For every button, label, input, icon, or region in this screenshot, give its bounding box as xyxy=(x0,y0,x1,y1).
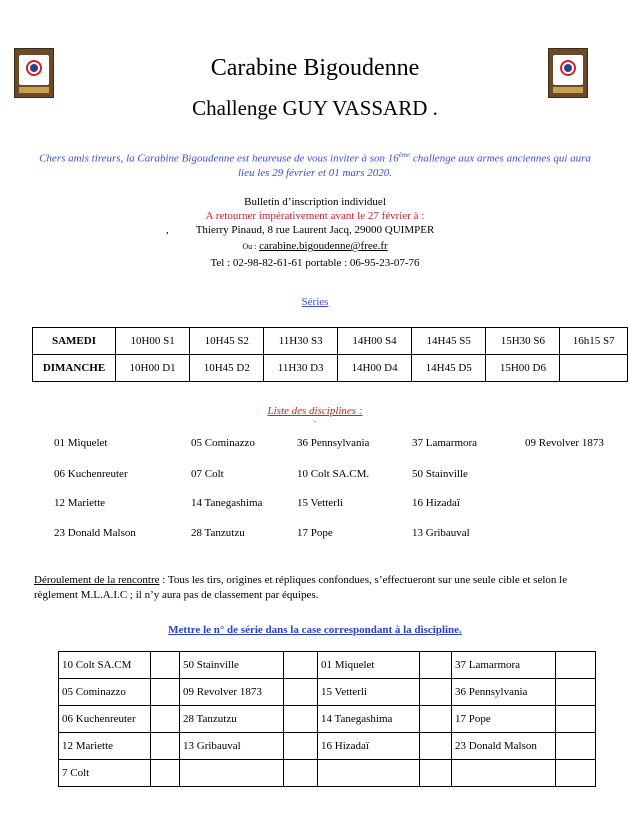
instruction-text: Mettre le n° de série dans la case correspondant à la discipline. xyxy=(168,624,462,636)
grid-discipline-cell: 17 Pope xyxy=(452,706,556,733)
address-text: Thierry Pinaud, 8 rue Laurent Jacq, 29000 QUIMPER xyxy=(195,224,435,236)
grid-discipline-cell: 12 Mariette xyxy=(59,733,151,760)
series-heading: Séries xyxy=(301,296,329,308)
grid-row xyxy=(59,760,596,787)
series-cell: 11H30 D3 xyxy=(264,355,338,382)
discipline-item: 23 Donald Malson xyxy=(54,527,136,539)
grid-discipline-cell: 05 Cominazzo xyxy=(59,679,151,706)
grid-entry-cell[interactable] xyxy=(151,760,180,787)
discipline-item: 13 Gribauval xyxy=(412,527,470,539)
series-cell: 10H45 D2 xyxy=(190,355,264,382)
grid-entry-cell[interactable] xyxy=(284,652,318,679)
grid-entry-cell[interactable] xyxy=(420,706,452,733)
grid-discipline-cell: 23 Donald Malson xyxy=(452,733,556,760)
grid-entry-cell[interactable] xyxy=(420,652,452,679)
page-subtitle: Challenge GUY VASSARD . xyxy=(192,96,438,120)
series-cell: 14H45 D5 xyxy=(412,355,486,382)
bulletin-label: Bulletin d’inscription individuel xyxy=(244,196,386,208)
grid-entry-cell[interactable] xyxy=(556,679,596,706)
grid-discipline-cell: 50 Stainville xyxy=(180,652,284,679)
grid-discipline-cell: 7 Colt xyxy=(59,760,151,787)
grid-discipline-cell: 16 Hizadaï xyxy=(318,733,420,760)
grid-discipline-cell: 28 Tanzutzu xyxy=(180,706,284,733)
grid-discipline-cell xyxy=(452,760,556,787)
discipline-item: 15 Vetterli xyxy=(297,497,343,509)
series-table xyxy=(32,327,628,382)
discipline-item: 36 Pennsylvania xyxy=(297,437,370,449)
email-line: Ou : carabine.bigoudenne@free.fr xyxy=(242,240,388,252)
series-cell: 10H00 S1 xyxy=(116,328,190,355)
discipline-item: 09 Revolver 1873 xyxy=(525,437,604,449)
intro-text: Chers amis tireurs, la Carabine Bigoudenne est heureuse de vous inviter à son 16ème challenge aux armes anciennes qui aura lieu les 29 février et 01 mars 2020. xyxy=(39,151,591,179)
series-cell xyxy=(560,355,628,382)
grid-discipline-cell: 01 Miquelet xyxy=(318,652,420,679)
discipline-item: 14 Tanegashima xyxy=(191,497,263,509)
discipline-item: 28 Tanzutzu xyxy=(191,527,245,539)
grid-row xyxy=(59,652,596,679)
series-cell: 15H00 D6 xyxy=(486,355,560,382)
grid-entry-cell[interactable] xyxy=(556,760,596,787)
grid-discipline-cell: 13 Gribauval xyxy=(180,733,284,760)
discipline-item: 37 Lamarmora xyxy=(412,437,478,449)
series-cell: 16h15 S7 xyxy=(560,328,628,355)
grid-row xyxy=(59,733,596,760)
grid-discipline-cell: 37 Lamarmora xyxy=(452,652,556,679)
series-cell: 14H00 D4 xyxy=(337,355,411,382)
email-link[interactable]: carabine.bigoudenne@free.fr xyxy=(259,240,388,252)
discipline-item: 50 Stainville xyxy=(412,468,468,480)
grid-entry-cell[interactable] xyxy=(151,733,180,760)
grid-entry-cell[interactable] xyxy=(284,706,318,733)
discipline-item: 06 Kuchenreuter xyxy=(54,468,128,480)
discipline-item: 01 Miquelet xyxy=(54,437,108,449)
grid-row xyxy=(59,679,596,706)
series-row-dimanche xyxy=(33,355,628,382)
discipline-item: 17 Pope xyxy=(297,527,333,539)
grid-entry-cell[interactable] xyxy=(420,760,452,787)
series-cell: 11H30 S3 xyxy=(264,328,338,355)
disciplines-heading: Liste des disciplines : xyxy=(267,405,363,417)
grid-discipline-cell xyxy=(180,760,284,787)
grid-entry-cell[interactable] xyxy=(284,760,318,787)
deadline-text: A retourner impérativement avant le 27 février à : xyxy=(205,210,425,222)
discipline-item: 05 Cominazzo xyxy=(191,437,255,449)
grid-discipline-cell: 09 Revolver 1873 xyxy=(180,679,284,706)
series-cell: 14H45 S5 xyxy=(412,328,486,355)
grid-discipline-cell: 06 Kuchenreuter xyxy=(59,706,151,733)
grid-entry-cell[interactable] xyxy=(284,733,318,760)
registration-grid xyxy=(58,651,596,787)
phone-text: Tel : 02-98-82-61-61 portable : 06-95-23-07-76 xyxy=(210,257,420,269)
grid-entry-cell[interactable] xyxy=(556,652,596,679)
series-row-samedi xyxy=(33,328,628,355)
grid-discipline-cell: 36 Pennsylvania xyxy=(452,679,556,706)
grid-entry-cell[interactable] xyxy=(556,706,596,733)
grid-entry-cell[interactable] xyxy=(151,652,180,679)
grid-entry-cell[interactable] xyxy=(151,679,180,706)
series-cell: 14H00 S4 xyxy=(337,328,411,355)
series-cell: 10H45 S2 xyxy=(190,328,264,355)
series-cell: 15H30 S6 xyxy=(486,328,560,355)
discipline-item: 07 Colt xyxy=(191,468,224,480)
grid-discipline-cell: 15 Vetterli xyxy=(318,679,420,706)
address-prefix: , xyxy=(166,224,169,236)
page-title: Carabine Bigoudenne xyxy=(210,55,420,81)
series-cell: 10H00 D1 xyxy=(116,355,190,382)
rules-paragraph: Déroulement de la rencontre : Tous les tirs, origines et répliques confondues, s’effectueront sur une seule cible et selon le règlement M.L.A.I.C ; il n’y aura pas de classement par équipes. xyxy=(34,574,568,601)
disciplines-dash: - xyxy=(313,417,317,426)
grid-entry-cell[interactable] xyxy=(556,733,596,760)
discipline-item: 10 Colt SA.CM. xyxy=(297,468,370,480)
series-cell: DIMANCHE xyxy=(33,355,116,382)
discipline-item: 16 Hizadaï xyxy=(412,497,460,509)
grid-row xyxy=(59,706,596,733)
grid-entry-cell[interactable] xyxy=(284,679,318,706)
discipline-item: 12 Mariette xyxy=(54,497,106,509)
grid-discipline-cell xyxy=(318,760,420,787)
grid-entry-cell[interactable] xyxy=(420,733,452,760)
grid-discipline-cell: 10 Colt SA.CM xyxy=(59,652,151,679)
grid-entry-cell[interactable] xyxy=(420,679,452,706)
series-cell: SAMEDI xyxy=(33,328,116,355)
grid-discipline-cell: 14 Tanegashima xyxy=(318,706,420,733)
grid-entry-cell[interactable] xyxy=(151,706,180,733)
